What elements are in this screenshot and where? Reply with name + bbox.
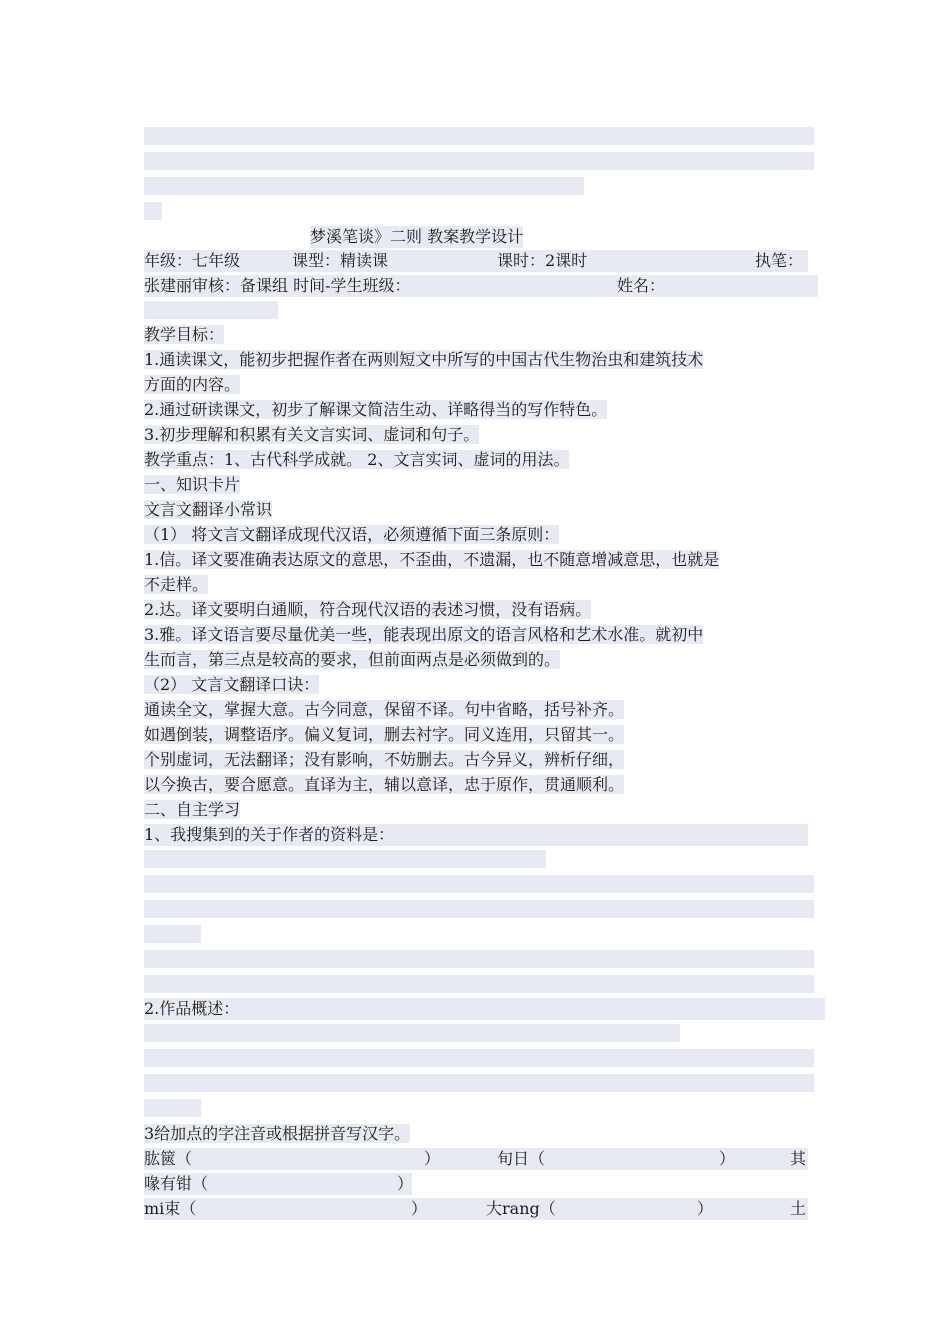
blank-band — [144, 177, 584, 195]
rhyme-line: 通读全文，掌握大意。古今同意，保留不译。句中省略，括号补齐。 — [144, 700, 625, 719]
paragraph: （1） 将文言文翻译成现代汉语，必须遵循下面三条原则： — [144, 525, 560, 544]
rhyme-line: 以今换古，要合愿意。直译为主，辅以意译，忠于原作，贯通顺利。 — [144, 775, 625, 794]
fill-item-label: 土 — [790, 1199, 807, 1218]
goal-item: 2.通过研读课文，初步了解课文简洁生动、详略得当的写作特色。 — [144, 400, 608, 419]
blank-band — [144, 127, 814, 145]
hours-label: 课时：2课时 — [497, 251, 588, 270]
rule-item: 3.雅。译文语言要尽量优美一些，能表现出原文的语言风格和艺术水准。就初中 — [144, 625, 704, 644]
subheading: 文言文翻译小常识 — [144, 500, 273, 519]
meta-band — [144, 250, 808, 272]
answer-band[interactable] — [144, 1099, 201, 1117]
answer-band[interactable] — [144, 925, 201, 943]
blank-band — [144, 202, 162, 220]
answer-band[interactable] — [144, 1049, 814, 1067]
lesson-type-label: 课型：精读课 — [292, 251, 389, 270]
fill-item-label: 其 — [790, 1149, 807, 1168]
author-label: 执笔： — [755, 251, 804, 270]
goal-item: 1.通读课文，能初步把握作者在两则短文中所写的中国古代生物治虫和建筑技术 — [144, 350, 704, 369]
answer-band[interactable] — [144, 975, 814, 993]
name-label: 姓名： — [617, 276, 666, 295]
fill-item-close: ） — [411, 1199, 428, 1218]
fill-item-label: 喙有钳（ — [144, 1174, 209, 1193]
answer-band[interactable] — [144, 1074, 814, 1092]
focus-text: 教学重点：1、古代科学成就。 2、文言实词、虚词的用法。 — [144, 450, 570, 469]
fill-item-label: mi束（ — [144, 1199, 197, 1218]
answer-band — [144, 998, 825, 1020]
section-heading: 一、知识卡片 — [144, 475, 241, 494]
answer-band[interactable] — [144, 950, 814, 968]
blank-band — [144, 152, 814, 170]
fill-item-label: 大rang（ — [486, 1199, 556, 1218]
fill-item-close: ） — [397, 1174, 414, 1193]
rhyme-line: 个别虚词，无法翻译；没有影响，不妨删去。古今异义，辨析仔细， — [144, 750, 625, 769]
answer-band[interactable] — [144, 1024, 680, 1042]
rule-item: 不走样。 — [144, 575, 209, 594]
question-2: 2.作品概述： — [144, 999, 240, 1018]
rhyme-line: 如遇倒装，调整语序。偏义复词，删去衬字。同义连用，只留其一。 — [144, 725, 625, 744]
question-3: 3给加点的字注音或根据拼音写汉字。 — [144, 1124, 411, 1143]
fill-item-close: ） — [424, 1149, 441, 1168]
answer-band[interactable] — [144, 850, 546, 868]
goal-item: 3.初步理解和积累有关文言实词、虚词和句子。 — [144, 425, 480, 444]
rule-item: 2.达。译文要明白通顺，符合现代汉语的表述习惯，没有语病。 — [144, 600, 592, 619]
fill-item-close: ） — [697, 1199, 714, 1218]
rule-item: 生而言，第三点是较高的要求，但前面两点是必须做到的。 — [144, 650, 561, 669]
fill-item-label: 旬日（ — [497, 1149, 546, 1168]
rule-item: 1.信。译文要准确表达原文的意思，不歪曲，不遗漏，也不随意增减意思，也就是 — [144, 550, 720, 569]
question-1: 1、我搜集到的关于作者的资料是： — [144, 825, 395, 844]
goals-heading: 教学目标： — [144, 325, 225, 344]
answer-band[interactable] — [144, 900, 814, 918]
reviewer-label: 张建丽审核：备课组 时间-学生班级： — [144, 276, 411, 295]
fill-item-label: 肱篋（ — [144, 1149, 193, 1168]
blank-band — [144, 301, 278, 319]
fill-row — [144, 1148, 808, 1170]
page-title: 梦溪笔谈》二则 教案教学设计 — [310, 227, 524, 246]
paragraph: （2） 文言文翻译口诀： — [144, 675, 320, 694]
goal-item: 方面的内容。 — [144, 375, 241, 394]
fill-item-close: ） — [719, 1149, 736, 1168]
section-heading: 二、自主学习 — [144, 800, 241, 819]
answer-band[interactable] — [144, 875, 814, 893]
grade-label: 年级：七年级 — [144, 251, 241, 270]
